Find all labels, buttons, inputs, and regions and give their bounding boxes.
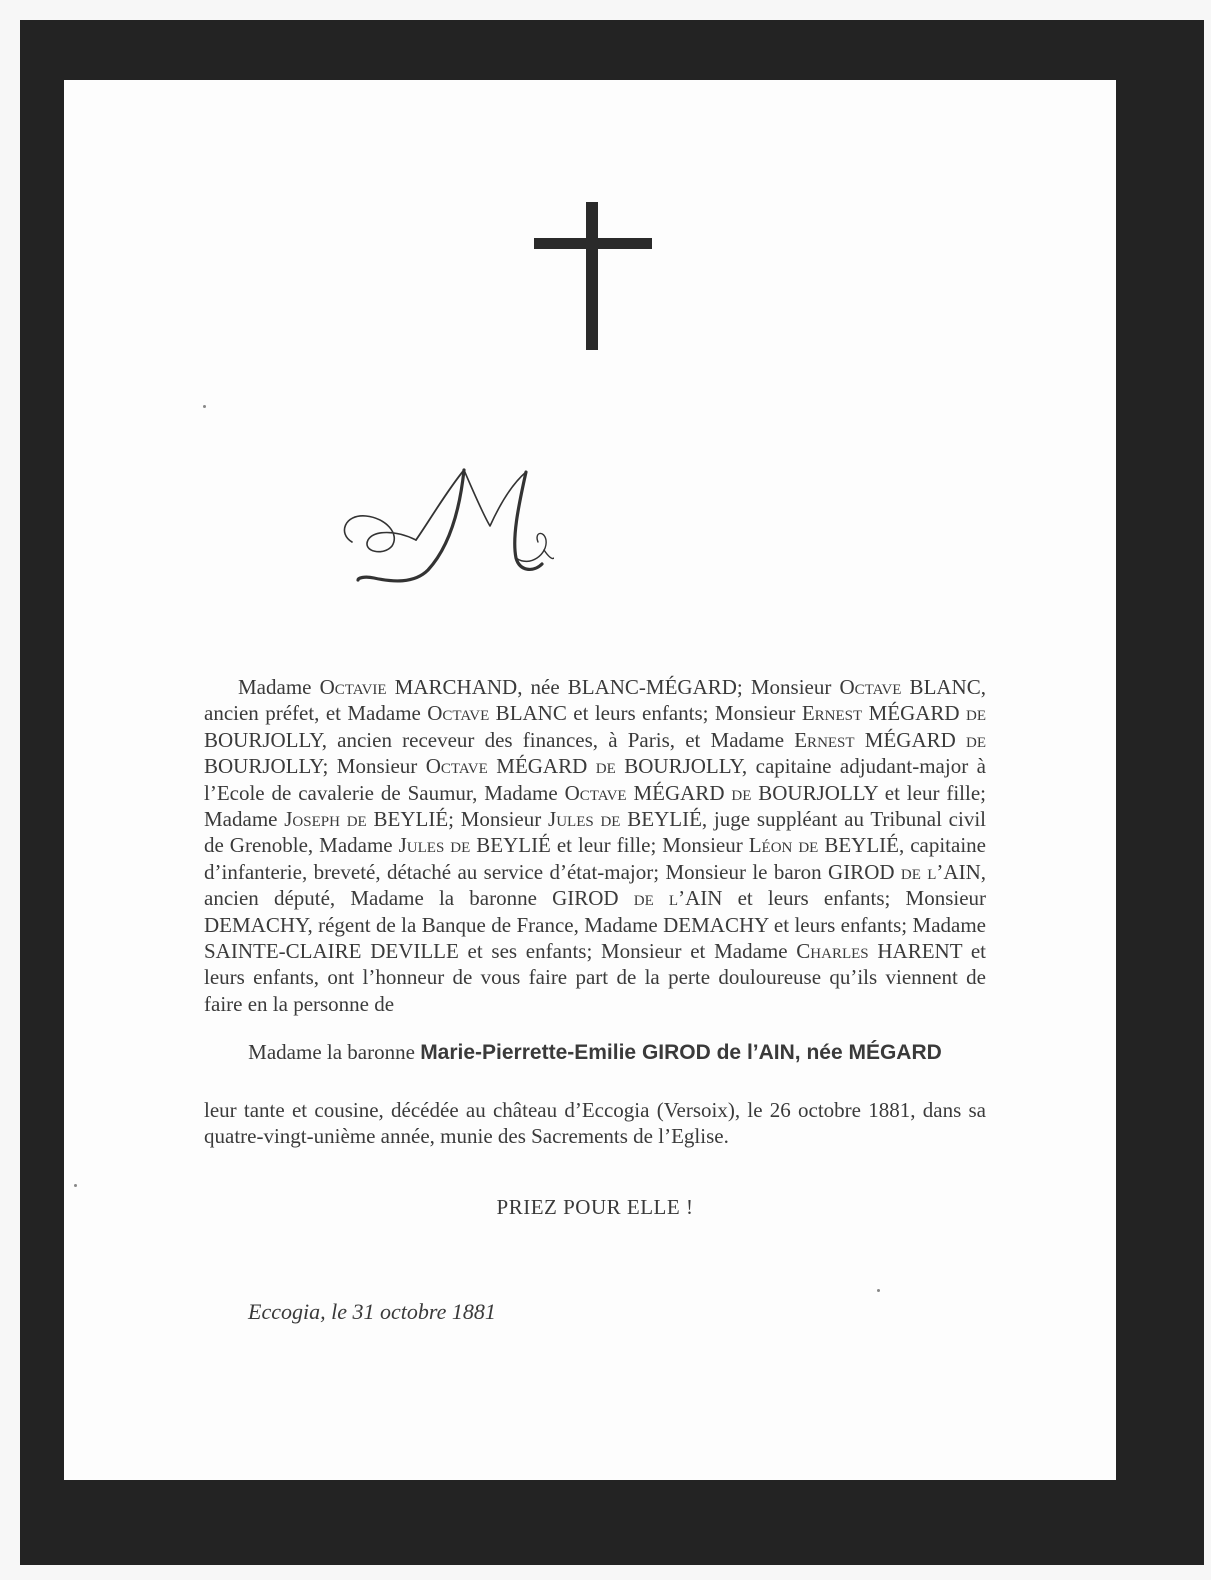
deceased-name: Marie-Pierrette-Emilie GIROD de l’AIN, née MÉGARD bbox=[420, 1041, 942, 1064]
announcement-text: Madame Octavie MARCHAND, née BLANC-MÉGARD; Monsieur Octave BLANC, ancien préfet, et Madame Octave BLANC et leurs enfants; Monsieur Ernest MÉGARD de BOURJOLLY, ancien receveur des finances, à Paris, et Madame Ernest MÉGARD de BOURJOLLY; Monsieur Octave MÉGARD de BOURJOLLY, capitaine adjudant-major à l’Ecole de cavalerie de Saumur, Madame Octave MÉGARD de BOURJOLLY et leur fille; Madame Joseph de BEYLIÉ; Monsieur Jules de BEYLIÉ, juge suppléant au Tribunal civil de Grenoble, Madame Jules de BEYLIÉ et leur fille; Monsieur Léon de BEYLIÉ, capitaine d’infanterie, breveté, détaché au service d’état-major; Monsieur le baron GIROD de l’AIN, ancien député, Madame la baronne GIROD de l’AIN et leurs enfants; Monsieur DEMACHY, régent de la Banque de France, Madame DEMACHY et leurs enfants; Madame SAINTE-CLAIRE DEVILLE et ses enfants; Monsieur et Madame Charles HARENT et leurs enfants, ont l’honneur de vous faire part de la perte douloureuse qu’ils viennent de faire en la personne de bbox=[204, 675, 987, 1016]
announcement-paper bbox=[64, 80, 1116, 1480]
deceased-prefix: Madame la baronne bbox=[248, 1040, 421, 1064]
monogram-m-icon bbox=[334, 460, 554, 590]
deceased-line bbox=[204, 1038, 986, 1067]
paper-speck bbox=[74, 1184, 77, 1187]
prayer-line: PRIEZ POUR ELLE ! bbox=[496, 1195, 694, 1219]
place-date: Eccogia, le 31 octobre 1881 bbox=[248, 1299, 496, 1324]
cross-icon bbox=[534, 202, 652, 350]
paper-speck bbox=[203, 405, 206, 408]
death-details: leur tante et cousine, décédée au château d’Eccogia (Versoix), le 26 octobre 1881, dans sa quatre-vingt-unième année, munie des Sacrements de l’Eglise. bbox=[204, 1098, 986, 1149]
paper-speck bbox=[877, 1289, 880, 1292]
